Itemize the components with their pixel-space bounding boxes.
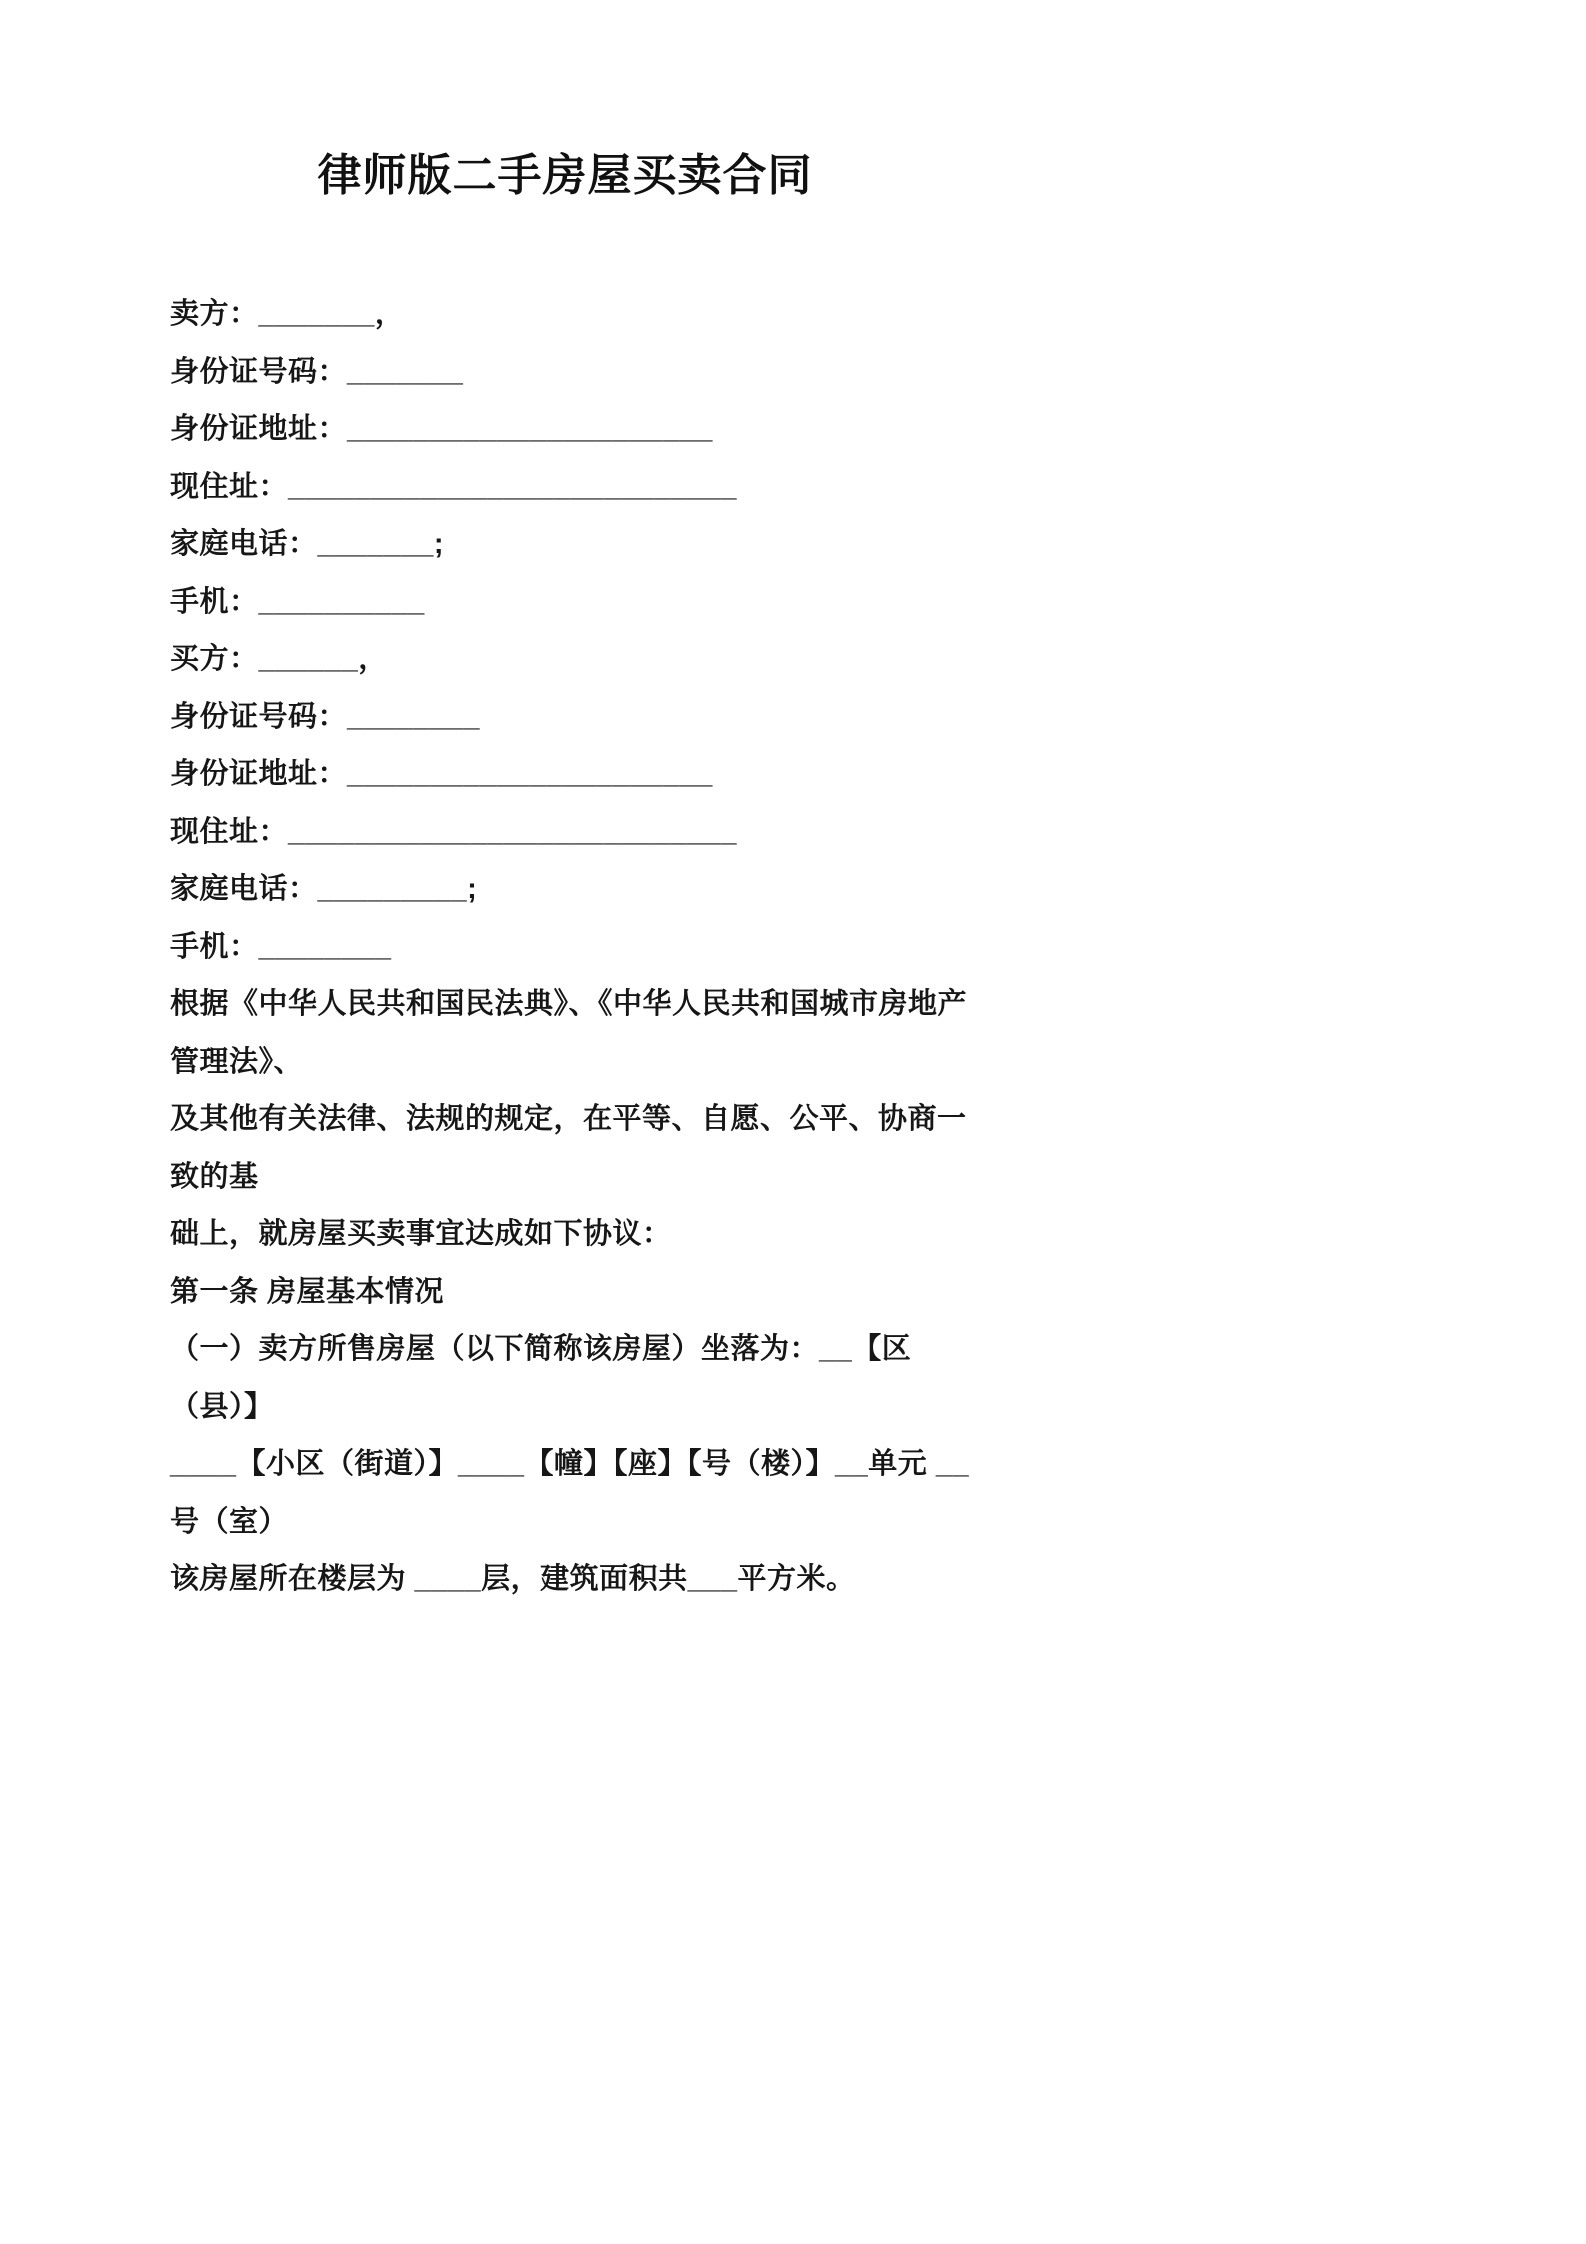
seller-address-line: 现住址：___________________________ (170, 470, 737, 503)
seller-home-phone-line: 家庭电话：_______; (170, 528, 445, 560)
seller-line: 卖方：_______， (170, 298, 405, 330)
buyer-line: 买方：______， (170, 643, 388, 675)
section-heading-article-1: 第一条 房屋基本情况 (170, 1275, 445, 1308)
preamble-line: 及其他有关法律、法规的规定，在平等、自愿、公平、协商一致的基 (170, 1103, 967, 1193)
document-title: 律师版二手房屋买卖合同 (317, 151, 813, 200)
document-content (170, 148, 970, 1609)
buyer-address-line: 现住址：___________________________ (170, 815, 737, 848)
buyer-id-number-line: 身份证号码：________ (170, 700, 481, 733)
buyer-id-address-line: 身份证地址：______________________ (170, 758, 713, 790)
clause-line: ____【小区（街道）】____【幢】【座】【号（楼）】__单元 __号（室） (170, 1448, 970, 1538)
clause-line: 该房屋所在楼层为 ____层，建筑面积共___平方米。 (170, 1563, 856, 1595)
buyer-home-phone-line: 家庭电话：_________; (170, 873, 478, 905)
seller-id-address-line: 身份证地址：______________________ (170, 413, 713, 445)
seller-id-number-line: 身份证号码：_______ (170, 355, 464, 388)
clause-line: （一）卖方所售房屋（以下简称该房屋）坐落为：__【区（县）】 (170, 1333, 912, 1423)
preamble-line: 础上，就房屋买卖事宜达成如下协议： (170, 1218, 672, 1250)
preamble-line: 根据《中华人民共和国民法典》、《中华人民共和国城市房地产管理法》、 (170, 988, 968, 1078)
buyer-mobile-line: 手机：________ (170, 930, 392, 963)
seller-mobile-line: 手机：__________ (170, 585, 425, 618)
